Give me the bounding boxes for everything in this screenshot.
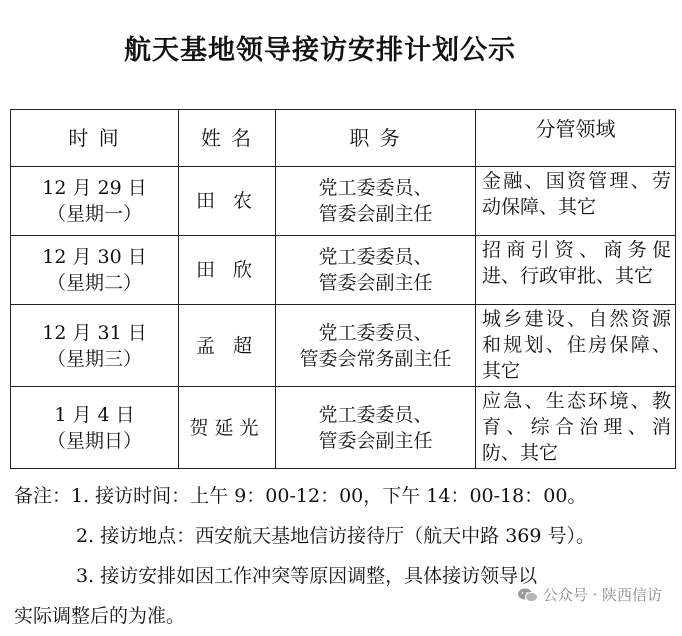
position-cell xyxy=(276,236,476,305)
date-text: 12 月 30 日 xyxy=(42,246,147,268)
header-time: 时 间 xyxy=(11,110,179,167)
wechat-icon xyxy=(517,587,539,603)
table-row xyxy=(11,305,676,387)
name-cell: 田 欣 xyxy=(179,236,276,305)
header-domain: 分管领域 xyxy=(476,110,676,167)
weekday-text: （星期二） xyxy=(46,272,142,294)
notes-section xyxy=(14,476,674,636)
time-cell xyxy=(11,387,179,469)
name-cell: 孟 超 xyxy=(179,305,276,387)
domain-cell: 招商引资、商务促进、行政审批、其它 xyxy=(476,236,676,305)
header-name: 姓 名 xyxy=(179,110,276,167)
time-cell xyxy=(11,167,179,236)
position-line-1: 党工委委员、 xyxy=(318,403,433,426)
name-cell: 贺延光 xyxy=(179,387,276,469)
position-cell xyxy=(276,305,476,387)
position-line-2: 管委会副主任 xyxy=(318,429,433,452)
table-row xyxy=(11,167,676,236)
note-line-1: 备注：1. 接访时间：上午 9：00-12：00，下午 14：00-18：00。 xyxy=(14,485,587,507)
schedule-table xyxy=(10,109,676,469)
position-line-1: 党工委委员、 xyxy=(318,177,433,199)
name-cell: 田 农 xyxy=(179,167,276,236)
watermark-text: 公众号 · 陕西信访 xyxy=(542,586,662,604)
header-position: 职 务 xyxy=(276,110,476,167)
position-cell xyxy=(276,167,476,236)
note-line-2: 2. 接访地点：西安航天基地信访接待厅（航天中路 369 号）。 xyxy=(76,525,596,547)
position-line-2: 管委会副主任 xyxy=(318,203,433,225)
position-line-1: 党工委委员、 xyxy=(318,321,433,344)
note-line-3: 3. 接访安排如因工作冲突等原因调整，具体接访领导以 xyxy=(76,565,538,587)
date-text: 12 月 29 日 xyxy=(42,177,147,199)
date-text: 12 月 31 日 xyxy=(42,321,147,344)
domain-cell: 金融、国资管理、劳动保障、其它 xyxy=(476,167,676,236)
note-line-3-continued: 实际调整后的为准。 xyxy=(14,605,186,627)
weekday-text: （星期一） xyxy=(46,203,142,225)
table-row xyxy=(11,236,676,305)
time-cell xyxy=(11,305,179,387)
position-cell xyxy=(276,387,476,469)
position-line-1: 党工委委员、 xyxy=(318,246,433,268)
time-cell xyxy=(11,236,179,305)
position-line-2: 管委会常务副主任 xyxy=(299,347,452,370)
table-header-row xyxy=(11,110,676,167)
position-line-2: 管委会副主任 xyxy=(318,272,433,294)
table-row xyxy=(11,387,676,469)
watermark xyxy=(517,584,662,605)
date-text: 1 月 4 日 xyxy=(54,403,135,426)
page-title: 航天基地领导接访安排计划公示 xyxy=(124,35,516,66)
domain-cell: 城乡建设、自然资源和规划、住房保障、其它 xyxy=(476,305,676,387)
domain-cell: 应急、生态环境、教育、综合治理、消防、其它 xyxy=(476,387,676,469)
weekday-text: （星期日） xyxy=(46,429,142,452)
weekday-text: （星期三） xyxy=(46,347,142,370)
